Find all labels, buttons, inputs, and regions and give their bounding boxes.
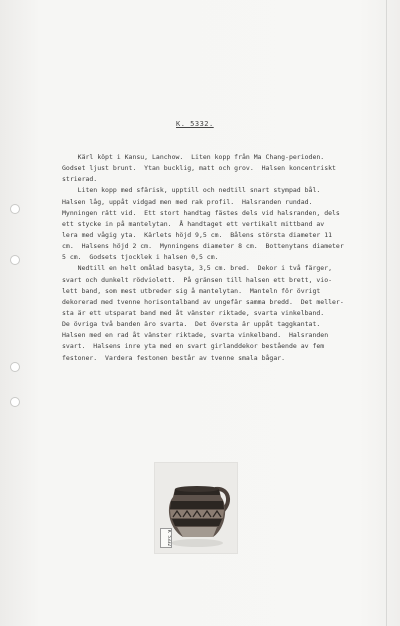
catalog-number: K. 5332. — [176, 120, 214, 128]
text-line: strierad. — [62, 175, 98, 184]
punch-hole — [10, 362, 20, 372]
text-line: Godset ljust brunt. Ytan bucklig, matt och grov. Halsen koncentriskt — [62, 164, 336, 173]
text-line: Halsen med en rad åt vänster riktade, svarta vinkelband. Halsranden — [62, 331, 329, 340]
text-line: Kärl köpt i Kansu, Lanchow. Liten kopp från Ma Chang-perioden. — [62, 153, 325, 161]
text-line: svart och dunkelt rödviolett. På gränsen till halsen ett brett, vio- — [62, 275, 333, 284]
punch-hole — [10, 397, 20, 407]
text-line: Nedtill en helt omålad basyta, 3,5 cm. bred. Dekor i två färger, — [62, 264, 333, 273]
text-line: De övriga två banden äro svarta. Det översta är uppåt taggkantat. — [62, 320, 321, 329]
museum-label: K 5332 — [160, 528, 172, 548]
text-line: cm. Halsens höjd 2 cm. Mynningens diameter 8 cm. Bottenytans diameter — [62, 242, 344, 251]
text-line: ett stycke in på mantelytan. Å handtaget ett vertikalt mittband av — [62, 219, 325, 228]
text-line: dekorerad med tvenne horisontalband av ungefär samma bredd. Det meller- — [62, 297, 344, 306]
text-line: lera med vågig yta. Kärlets höjd 9,5 cm. Bålens största diameter 11 — [62, 230, 333, 239]
punch-hole — [10, 204, 20, 214]
text-line: sta är ett utsparat band med åt vänster riktade, svarta vinkelband. — [62, 308, 325, 317]
text-line: Liten kopp med sfärisk, upptill och nedtill snart stympad bål. — [62, 186, 321, 195]
description-text — [62, 152, 392, 364]
text-line: lett band, som mest utbreder sig å mantelytan. Manteln för övrigt — [62, 286, 321, 295]
text-line: Halsen låg, uppåt vidgad men med rak profil. Halsranden rundad. — [62, 197, 313, 206]
punch-hole — [10, 255, 20, 265]
artifact-photo — [154, 462, 238, 554]
text-line: svart. Halsens inre yta med en svart girlanddekor bestående av fem — [62, 342, 325, 351]
text-line: Mynningen rätt vid. Ett stort handtag fästes dels vid halsranden, dels — [62, 208, 340, 217]
text-line: 5 cm. Godsets tjocklek i halsen 0,5 cm. — [62, 253, 219, 262]
text-line: festoner. Vardera festonen består av tvenne smala bågar. — [62, 353, 286, 362]
